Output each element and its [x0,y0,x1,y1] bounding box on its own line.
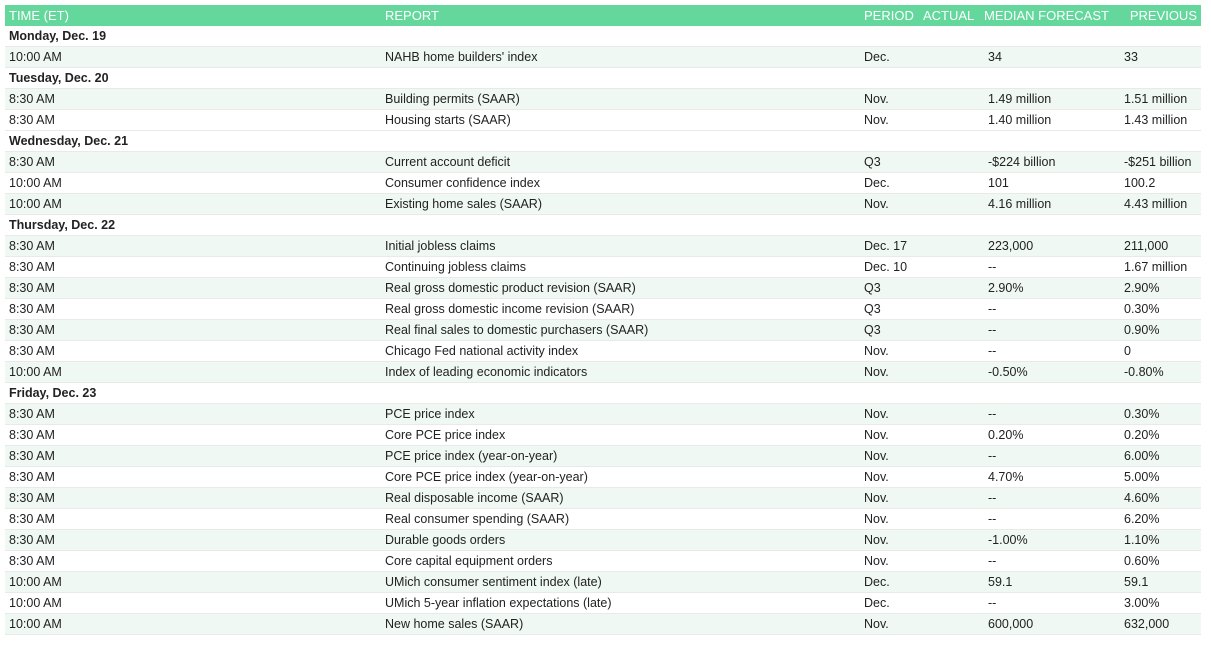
cell-previous: 1.51 million [1116,89,1201,110]
day-header-row [5,68,1201,89]
cell-previous: 1.10% [1116,530,1201,551]
day-label: Tuesday, Dec. 20 [5,68,1201,89]
cell-report: Chicago Fed national activity index [381,341,860,362]
cell-previous: 3.00% [1116,593,1201,614]
cell-time: 8:30 AM [5,509,381,530]
table-row [5,89,1201,110]
cell-actual [919,404,980,425]
header-previous: PREVIOUS [1116,5,1201,26]
cell-period: Nov. [860,551,919,572]
cell-time: 8:30 AM [5,110,381,131]
cell-report: NAHB home builders' index [381,47,860,68]
cell-previous: 2.90% [1116,278,1201,299]
table-row [5,152,1201,173]
day-label: Wednesday, Dec. 21 [5,131,1201,152]
cell-time: 10:00 AM [5,47,381,68]
cell-time: 8:30 AM [5,152,381,173]
cell-time: 10:00 AM [5,593,381,614]
cell-actual [919,488,980,509]
cell-previous: -0.80% [1116,362,1201,383]
table-header [5,5,1201,26]
cell-report: Durable goods orders [381,530,860,551]
cell-median: 59.1 [980,572,1116,593]
cell-previous: 6.00% [1116,446,1201,467]
table-row [5,425,1201,446]
table-row [5,488,1201,509]
cell-period: Nov. [860,110,919,131]
cell-previous: 0.30% [1116,404,1201,425]
cell-previous: 5.00% [1116,467,1201,488]
cell-period: Dec. [860,593,919,614]
cell-actual [919,236,980,257]
cell-period: Nov. [860,614,919,635]
cell-previous: 0.20% [1116,425,1201,446]
cell-median: 0.20% [980,425,1116,446]
cell-period: Nov. [860,362,919,383]
day-header-row [5,383,1201,404]
cell-time: 8:30 AM [5,299,381,320]
cell-median: 1.40 million [980,110,1116,131]
cell-period: Dec. [860,47,919,68]
cell-report: Core PCE price index (year-on-year) [381,467,860,488]
cell-period: Dec. [860,173,919,194]
cell-period: Dec. [860,572,919,593]
table-row [5,572,1201,593]
cell-previous: 100.2 [1116,173,1201,194]
cell-report: Core PCE price index [381,425,860,446]
cell-median: -- [980,320,1116,341]
cell-period: Dec. 17 [860,236,919,257]
cell-previous: 4.60% [1116,488,1201,509]
cell-period: Q3 [860,278,919,299]
day-header-row [5,215,1201,236]
cell-period: Nov. [860,488,919,509]
header-row [5,5,1201,26]
table-row [5,47,1201,68]
cell-median: -0.50% [980,362,1116,383]
cell-actual [919,320,980,341]
cell-actual [919,47,980,68]
header-period: PERIOD [860,5,919,26]
cell-median: -- [980,509,1116,530]
cell-report: Core capital equipment orders [381,551,860,572]
table-row [5,593,1201,614]
cell-previous: 1.67 million [1116,257,1201,278]
cell-median: 4.70% [980,467,1116,488]
cell-actual [919,110,980,131]
cell-median: 1.49 million [980,89,1116,110]
cell-actual [919,425,980,446]
cell-time: 8:30 AM [5,278,381,299]
cell-actual [919,467,980,488]
cell-previous: 0.30% [1116,299,1201,320]
cell-median: 4.16 million [980,194,1116,215]
table-row [5,509,1201,530]
day-label: Thursday, Dec. 22 [5,215,1201,236]
cell-report: Real gross domestic income revision (SAAR) [381,299,860,320]
table-row [5,530,1201,551]
cell-median: 600,000 [980,614,1116,635]
cell-period: Nov. [860,446,919,467]
table-row [5,446,1201,467]
cell-actual [919,572,980,593]
cell-previous: 0.90% [1116,320,1201,341]
cell-period: Q3 [860,152,919,173]
cell-previous: 632,000 [1116,614,1201,635]
economic-calendar-table [5,5,1201,635]
cell-period: Nov. [860,425,919,446]
cell-median: -- [980,257,1116,278]
table-row [5,257,1201,278]
table-row [5,110,1201,131]
table-row [5,194,1201,215]
header-median-forecast: MEDIAN FORECAST [980,5,1116,26]
cell-time: 10:00 AM [5,362,381,383]
table-row [5,341,1201,362]
cell-report: PCE price index (year-on-year) [381,446,860,467]
table-row [5,278,1201,299]
cell-period: Dec. 10 [860,257,919,278]
cell-report: Index of leading economic indicators [381,362,860,383]
header-time: TIME (ET) [5,5,381,26]
cell-previous: 33 [1116,47,1201,68]
table-row [5,404,1201,425]
cell-period: Nov. [860,341,919,362]
table-row [5,236,1201,257]
cell-period: Q3 [860,299,919,320]
cell-period: Nov. [860,530,919,551]
cell-previous: 0.60% [1116,551,1201,572]
cell-time: 8:30 AM [5,446,381,467]
cell-actual [919,530,980,551]
cell-time: 8:30 AM [5,341,381,362]
cell-median: -- [980,488,1116,509]
cell-time: 10:00 AM [5,614,381,635]
day-label: Monday, Dec. 19 [5,26,1201,47]
cell-report: UMich consumer sentiment index (late) [381,572,860,593]
cell-time: 8:30 AM [5,425,381,446]
cell-report: Initial jobless claims [381,236,860,257]
cell-actual [919,446,980,467]
cell-median: -- [980,341,1116,362]
cell-report: Continuing jobless claims [381,257,860,278]
cell-report: UMich 5-year inflation expectations (late) [381,593,860,614]
cell-report: New home sales (SAAR) [381,614,860,635]
cell-previous: 6.20% [1116,509,1201,530]
table-body [5,26,1201,635]
cell-median: -$224 billion [980,152,1116,173]
cell-time: 8:30 AM [5,467,381,488]
table-row [5,299,1201,320]
cell-actual [919,341,980,362]
cell-actual [919,362,980,383]
table-row [5,362,1201,383]
cell-report: Real final sales to domestic purchasers (SAAR) [381,320,860,341]
day-header-row [5,26,1201,47]
table-row [5,173,1201,194]
cell-report: Real gross domestic product revision (SAAR) [381,278,860,299]
cell-actual [919,593,980,614]
table-row [5,551,1201,572]
cell-time: 10:00 AM [5,194,381,215]
cell-report: Current account deficit [381,152,860,173]
cell-previous: 0 [1116,341,1201,362]
cell-time: 8:30 AM [5,236,381,257]
cell-previous: -$251 billion [1116,152,1201,173]
cell-median: 34 [980,47,1116,68]
cell-actual [919,278,980,299]
table-row [5,614,1201,635]
header-actual: ACTUAL [919,5,980,26]
cell-period: Nov. [860,467,919,488]
cell-actual [919,152,980,173]
cell-report: Real consumer spending (SAAR) [381,509,860,530]
cell-report: Real disposable income (SAAR) [381,488,860,509]
cell-period: Nov. [860,404,919,425]
cell-previous: 1.43 million [1116,110,1201,131]
table-row [5,320,1201,341]
cell-time: 8:30 AM [5,488,381,509]
cell-actual [919,551,980,572]
cell-median: 101 [980,173,1116,194]
cell-time: 8:30 AM [5,551,381,572]
cell-period: Nov. [860,509,919,530]
day-label: Friday, Dec. 23 [5,383,1201,404]
cell-time: 8:30 AM [5,89,381,110]
cell-actual [919,173,980,194]
table-row [5,467,1201,488]
cell-period: Nov. [860,89,919,110]
cell-median: -- [980,404,1116,425]
cell-actual [919,509,980,530]
cell-previous: 59.1 [1116,572,1201,593]
cell-previous: 211,000 [1116,236,1201,257]
cell-time: 8:30 AM [5,257,381,278]
header-report: REPORT [381,5,860,26]
cell-median: 223,000 [980,236,1116,257]
cell-actual [919,257,980,278]
cell-median: 2.90% [980,278,1116,299]
cell-report: Housing starts (SAAR) [381,110,860,131]
cell-report: PCE price index [381,404,860,425]
cell-time: 10:00 AM [5,173,381,194]
cell-time: 8:30 AM [5,320,381,341]
cell-median: -- [980,593,1116,614]
cell-previous: 4.43 million [1116,194,1201,215]
cell-period: Q3 [860,320,919,341]
cell-time: 8:30 AM [5,530,381,551]
cell-median: -- [980,446,1116,467]
cell-report: Consumer confidence index [381,173,860,194]
cell-actual [919,614,980,635]
cell-median: -- [980,299,1116,320]
cell-median: -- [980,551,1116,572]
day-header-row [5,131,1201,152]
cell-actual [919,194,980,215]
cell-report: Building permits (SAAR) [381,89,860,110]
cell-report: Existing home sales (SAAR) [381,194,860,215]
cell-period: Nov. [860,194,919,215]
cell-actual [919,299,980,320]
cell-time: 8:30 AM [5,404,381,425]
cell-actual [919,89,980,110]
cell-time: 10:00 AM [5,572,381,593]
cell-median: -1.00% [980,530,1116,551]
